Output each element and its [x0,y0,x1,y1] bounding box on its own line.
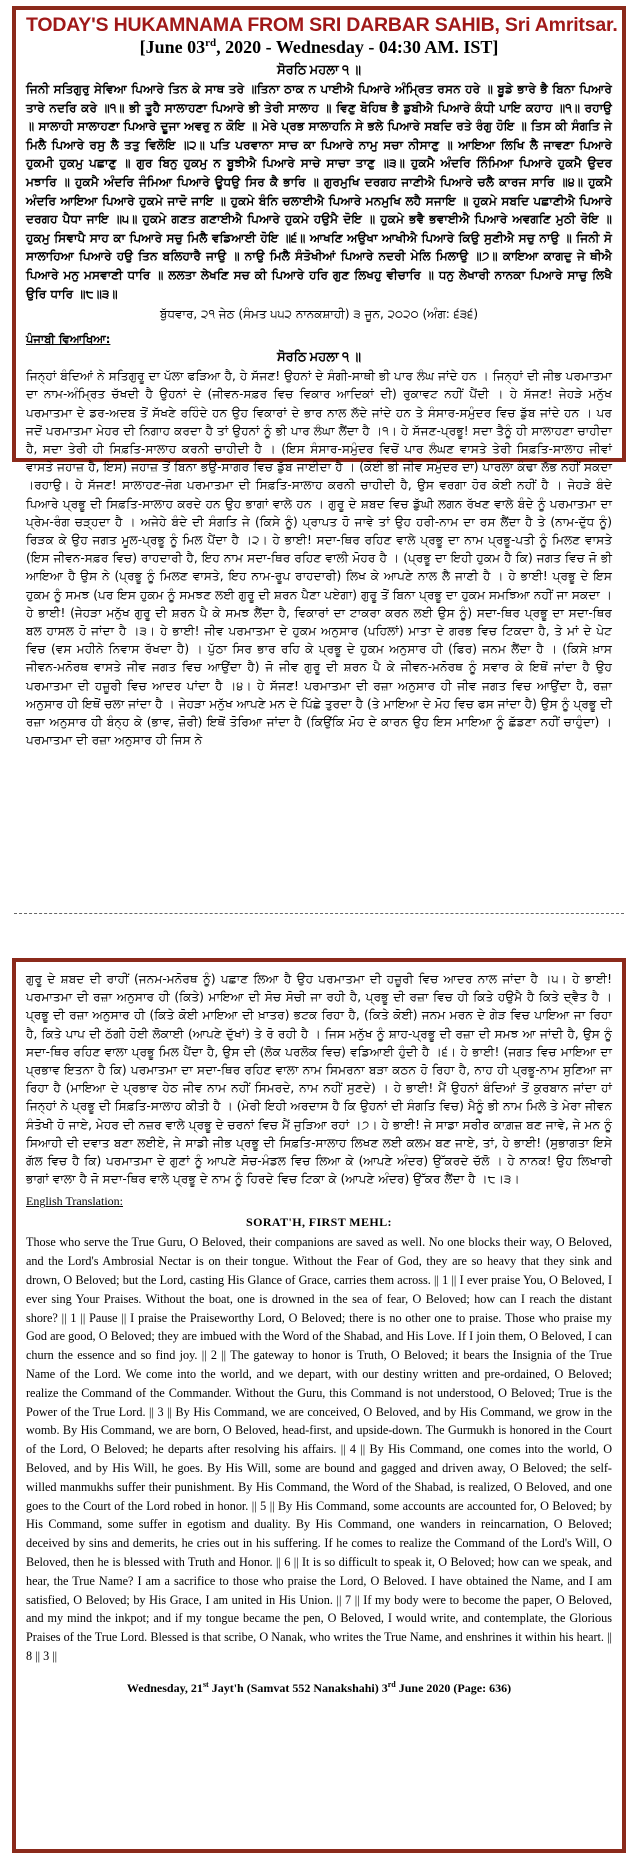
footer-page: June 2020 (Page: 636) [395,1680,512,1695]
shabad-text: ਜਿਨੀ ਸਤਿਗੁਰੁ ਸੇਵਿਆ ਪਿਆਰੇ ਤਿਨ ਕੇ ਸਾਥ ਤਰੇ ॥ਤਿਨਾ ਠਾਕ ਨ ਪਾਈਐ ਪਿਆਰੇ ਅੰਮ੍ਰਿਤ ਰਸਨ ਹਰੇ ॥ ਬੂਡੇ ਭਾਰੇ ਭੈ ਬਿਨਾ ਪਿਆਰੇ ਤਾਰੇ ਨਦਰਿ ਕਰੇ ॥੧॥ ਭੀ ਤੂਹੈ ਸਾਲਾਹਣਾ ਪਿਆਰੇ ਭੀ ਤੇਰੀ ਸਾਲਾਹ ॥ ਵਿਣੁ ਬੋਹਿਥ ਭੈ ਡੁਬੀਐ ਪਿਆਰੇ ਕੰਧੀ ਪਾਇ ਕਹਾਹ ॥੧॥ ਰਹਾਉ ॥ ਸਾਲਾਹੀ ਸਾਲਾਹਣਾ ਪਿਆਰੇ ਦੂਜਾ ਅਵਰੁ ਨ ਕੋਇ ॥ ਮੇਰੇ ਪ੍ਰਭ ਸਾਲਾਹਨਿ ਸੇ ਭਲੇ ਪਿਆਰੇ ਸਬਦਿ ਰਤੇ ਰੰਗੁ ਹੋਇ ॥ ਤਿਸ ਕੀ ਸੰਗਤਿ ਜੇ ਮਿਲੈ ਪਿਆਰੇ ਰਸੁ ਲੈ ਤਤੁ ਵਿਲੋਇ ॥੨॥ ਪਤਿ ਪਰਵਾਨਾ ਸਾਚ ਕਾ ਪਿਆਰੇ ਨਾਮੁ ਸਚਾ ਨੀਸਾਣੁ ॥ ਆਇਆ ਲਿਖਿ ਲੈ ਜਾਵਣਾ ਪਿਆਰੇ ਹੁਕਮੀ ਹੁਕਮੁ ਪਛਾਣੁ ॥ ਗੁਰ ਬਿਨੁ ਹੁਕਮੁ ਨ ਬੂਝੀਐ ਪਿਆਰੇ ਸਾਚੇ ਸਾਚਾ ਤਾਣੁ ॥੩॥ ਹੁਕਮੈ ਅੰਦਰਿ ਨਿੰਮਿਆ ਪਿਆਰੇ ਹੁਕਮੈ ਉਦਰ ਮਝਾਰਿ ॥ ਹੁਕਮੈ ਅੰਦਰਿ ਜੰਮਿਆ ਪਿਆਰੇ ਊਧਉ ਸਿਰ ਕੈ ਭਾਰਿ ॥ ਗੁਰਮੁਖਿ ਦਰਗਹ ਜਾਣੀਐ ਪਿਆਰੇ ਚਲੈ ਕਾਰਜ ਸਾਰਿ ॥੪॥ ਹੁਕਮੈ ਅੰਦਰਿ ਆਇਆ ਪਿਆਰੇ ਹੁਕਮੇ ਜਾਦੋ ਜਾਇ ॥ ਹੁਕਮੇ ਬੰਨਿ ਚਲਾਈਐ ਪਿਆਰੇ ਮਨਮੁਖਿ ਲਹੈ ਸਜਾਇ ॥ ਹੁਕਮੇ ਸਬਦਿ ਪਛਾਣੀਐ ਪਿਆਰੇ ਦਰਗਹ ਪੈਧਾ ਜਾਇ ॥੫॥ ਹੁਕਮੇ ਗਣਤ ਗਣਾਈਐ ਪਿਆਰੇ ਹੁਕਮੇ ਹਉਮੈ ਦੋਇ ॥ ਹੁਕਮੇ ਭਵੈ ਭਵਾਈਐ ਪਿਆਰੇ ਅਵਗਣਿ ਮੁਠੀ ਰੋਇ ॥ ਹੁਕਮੁ ਸਿਞਾਪੈ ਸਾਹ ਕਾ ਪਿਆਰੇ ਸਚੁ ਮਿਲੈ ਵਡਿਆਈ ਹੋਇ ॥੬॥ ਆਖਣਿ ਅਉਖਾ ਆਖੀਐ ਪਿਆਰੇ ਕਿਉ ਸੁਣੀਐ ਸਚੁ ਨਾਉ ॥ ਜਿਨੀ ਸੋ ਸਾਲਾਹਿਆ ਪਿਆਰੇ ਹਉ ਤਿਨ ਬਲਿਹਾਰੈ ਜਾਉ ॥ ਨਾਉ ਮਿਲੈ ਸੰਤੋਖੀਆਂ ਪਿਆਰੇ ਨਦਰੀ ਮੇਲਿ ਮਿਲਾਉ ॥੭॥ ਕਾਇਆ ਕਾਗਦੁ ਜੇ ਥੀਐ ਪਿਆਰੇ ਮਨੁ ਮਸਵਾਣੀ ਧਾਰਿ ॥ ਲਲਤਾ ਲੇਖਣਿ ਸਚ ਕੀ ਪਿਆਰੇ ਹਰਿ ਗੁਣ ਲਿਖਹੁ ਵੀਚਾਰਿ ॥ ਧਨੁ ਲੇਖਾਰੀ ਨਾਨਕਾ ਪਿਆਰੇ ਸਾਚੁ ਲਿਖੈ ਉਰਿ ਧਾਰਿ ॥੮॥੩॥ [26,82,612,301]
footer-sup-st: st [202,1679,209,1689]
nanakshahi-date-line: ਬੁੱਧਵਾਰ, ੨੧ ਜੇਠ (ਸੰਮਤ ੫੫੨ ਨਾਨਕਸ਼ਾਹੀ) ੩ ਜੂਨ, ੨੦੨੦ (ਅੰਗ: ੬੩੬) [159,307,479,322]
date-header-suffix: rd [205,37,217,49]
punjabi-vyakhya-label: ਪੰਜਾਬੀ ਵਿਆਖਿਆ: [26,332,111,347]
english-heading: SORAT'H, FIRST MEHL: [246,1215,392,1230]
hukamnama-panel-bottom [12,958,626,1853]
footer-date [26,1680,612,1696]
punjabi-explanation-part1: ਜਿਨ੍ਹਾਂ ਬੰਦਿਆਂ ਨੇ ਸਤਿਗੁਰੂ ਦਾ ਪੱਲਾ ਫੜਿਆ ਹੈ, ਹੇ ਸੱਜਣ! ਉਹਨਾਂ ਦੇ ਸੰਗੀ-ਸਾਥੀ ਭੀ ਪਾਰ ਲੰਘ ਜਾਂਦੇ ਹਨ । ਜਿਨ੍ਹਾਂ ਦੀ ਜੀਭ ਪਰਮਾਤਮਾ ਦਾ ਨਾਮ-ਅੰਮ੍ਰਿਤ ਚੱਖਦੀ ਹੈ ਉਹਨਾਂ ਦੇ (ਜੀਵਨ-ਸਫ਼ਰ ਵਿਚ ਵਿਕਾਰ ਆਦਿਕਾਂ ਦੀ) ਰੁਕਾਵਟ ਨਹੀਂ ਪੈਂਦੀ । ਹੇ ਸੱਜਣ! ਜੇਹੜੇ ਮਨੁੱਖ ਪਰਮਾਤਮਾ ਦੇ ਡਰ-ਅਦਬ ਤੋਂ ਸੱਖਣੇ ਰਹਿੰਦੇ ਹਨ ਉਹ ਵਿਕਾਰਾਂ ਦੇ ਭਾਰ ਨਾਲ ਲੱਦੇ ਜਾਂਦੇ ਹਨ ਤੇ ਸੰਸਾਰ-ਸਮੁੰਦਰ ਵਿਚ ਡੁੱਬ ਜਾਂਦੇ ਹਨ । ਪਰ ਜਦੋਂ ਪਰਮਾਤਮਾ ਮੇਹਰ ਦੀ ਨਿਗਾਹ ਕਰਦਾ ਹੈ ਤਾਂ ਉਹਨਾਂ ਨੂੰ ਭੀ ਪਾਰ ਲੰਘਾ ਲੈਂਦਾ ਹੈ ।੧। ਹੇ ਸੱਜਣ-ਪ੍ਰਭੂ! ਸਦਾ ਤੈਨੂੰ ਹੀ ਸਾਲਾਹਣਾ ਚਾਹੀਦਾ ਹੈ, ਸਦਾ ਤੇਰੀ ਹੀ ਸਿਫ਼ਤਿ-ਸਾਲਾਹ ਕਰਨੀ ਚਾਹੀਦੀ ਹੈ । (ਇਸ ਸੰਸਾਰ-ਸਮੁੰਦਰ ਵਿਚੋਂ ਪਾਰ ਲੰਘਣ ਵਾਸਤੇ ਤੇਰੀ ਸਿਫ਼ਤਿ-ਸਾਲਾਹ ਜੀਵਾਂ ਵਾਸਤੇ ਜਹਾਜ਼ ਹੈ, ਇਸ) ਜਹਾਜ਼ ਤੋਂ ਬਿਨਾ ਭਉ-ਸਾਗਰ ਵਿਚ ਡੁੱਬ ਜਾਈਦਾ ਹੈ । (ਕੋਈ ਭੀ ਜੀਵ ਸਮੁੰਦਰ ਦਾ) ਪਾਰਲਾ ਕੰਢਾ ਲੱਭ ਨਹੀਂ ਸਕਦਾ ।ਰਹਾਉ। ਹੇ ਸੱਜਣ! ਸਾਲਾਹਣ-ਜੋਗ ਪਰਮਾਤਮਾ ਦੀ ਸਿਫ਼ਤਿ-ਸਾਲਾਹ ਕਰਨੀ ਚਾਹੀਦੀ ਹੈ, ਉਸ ਵਰਗਾ ਹੋਰ ਕੋਈ ਨਹੀਂ ਹੈ । ਜੇਹੜੇ ਬੰਦੇ ਪਿਆਰੇ ਪ੍ਰਭੂ ਦੀ ਸਿਫ਼ਤਿ-ਸਾਲਾਹ ਕਰਦੇ ਹਨ ਉਹ ਭਾਗਾਂ ਵਾਲੇ ਹਨ । ਗੁਰੂ ਦੇ ਸ਼ਬਦ ਵਿਚ ਡੁੱਘੀ ਲਗਨ ਰੱਖਣ ਵਾਲੇ ਬੰਦੇ ਨੂੰ ਪਰਮਾਤਮਾ ਦਾ ਪ੍ਰੇਮ-ਰੰਗ ਚੜ੍ਹਦਾ ਹੈ । ਅਜੇਹੇ ਬੰਦੇ ਦੀ ਸੰਗਤਿ ਜੇ (ਕਿਸੇ ਨੂੰ) ਪ੍ਰਾਪਤ ਹੋ ਜਾਵੇ ਤਾਂ ਉਹ ਹਰੀ-ਨਾਮ ਦਾ ਰਸ ਲੈਂਦਾ ਹੈ ਤੇ (ਨਾਮ-ਦੁੱਧ ਨੂੰ) ਰਿੜਕ ਕੇ ਉਹ ਜਗਤ ਮੂਲ-ਪ੍ਰਭੂ ਨੂੰ ਮਿਲ ਪੈਂਦਾ ਹੈ ।੨। ਹੇ ਭਾਈ! ਸਦਾ-ਥਿਰ ਰਹਿਣ ਵਾਲੇ ਪ੍ਰਭੂ ਦਾ ਨਾਮ ਪ੍ਰਭੂ-ਪਤੀ ਨੂੰ ਮਿਲਣ ਵਾਸਤੇ (ਇਸ ਜੀਵਨ-ਸਫ਼ਰ ਵਿਚ) ਰਾਹਦਾਰੀ ਹੈ, ਇਹ ਨਾਮ ਸਦਾ-ਥਿਰ ਰਹਿਣ ਵਾਲੀ ਮੋਹਰ ਹੈ । (ਪ੍ਰਭੂ ਦਾ ਇਹੀ ਹੁਕਮ ਹੈ ਕਿ) ਜਗਤ ਵਿਚ ਜੋ ਭੀ ਆਇਆ ਹੈ ਉਸ ਨੇ (ਪ੍ਰਭੂ ਨੂੰ ਮਿਲਣ ਵਾਸਤੇ, ਇਹ ਨਾਮ-ਰੂਪ ਰਾਹਦਾਰੀ) ਲਿਖ ਕੇ ਆਪਣੇ ਨਾਲ ਲੈ ਜਾਣੀ ਹੈ । ਹੇ ਭਾਈ! ਪ੍ਰਭੂ ਦੇ ਇਸ ਹੁਕਮ ਨੂੰ ਸਮਝ (ਪਰ ਇਸ ਹੁਕਮ ਨੂੰ ਸਮਝਣ ਲਈ ਗੁਰੂ ਦੀ ਸ਼ਰਨ ਪੈਣਾ ਪਏਗਾ) ਗੁਰੂ ਤੋਂ ਬਿਨਾ ਪ੍ਰਭੂ ਦਾ ਹੁਕਮ ਸਮਝਿਆ ਨਹੀਂ ਜਾ ਸਕਦਾ । ਹੇ ਭਾਈ! (ਜੇਹੜਾ ਮਨੁੱਖ ਗੁਰੂ ਦੀ ਸ਼ਰਨ ਪੈ ਕੇ ਸਮਝ ਲੈਂਦਾ ਹੈ, ਵਿਕਾਰਾਂ ਦਾ ਟਾਕਰਾ ਕਰਨ ਲਈ ਉਸ ਨੂੰ) ਸਦਾ-ਥਿਰ ਪ੍ਰਭੂ ਦਾ ਸਦਾ-ਥਿਰ ਬਲ ਹਾਸਲ ਹੋ ਜਾਂਦਾ ਹੈ ।੩। ਹੇ ਭਾਈ! ਜੀਵ ਪਰਮਾਤਮਾ ਦੇ ਹੁਕਮ ਅਨੁਸਾਰ (ਪਹਿਲਾਂ) ਮਾਤਾ ਦੇ ਗਰਭ ਵਿਚ ਟਿਕਦਾ ਹੈ, ਤੇ ਮਾਂ ਦੇ ਪੇਟ ਵਿਚ (ਵਸ ਮਹੀਨੇ ਨਿਵਾਸ ਰੱਖਦਾ ਹੈ) । ਪੁੱਠਾ ਸਿਰ ਭਾਰ ਰਹਿ ਕੇ ਪ੍ਰਭੂ ਦੇ ਹੁਕਮ ਅਨੁਸਾਰ ਹੀ (ਫਿਰ) ਜਨਮ ਲੈਂਦਾ ਹੈ । (ਕਿਸੇ ਖ਼ਾਸ ਜੀਵਨ-ਮਨੋਰਥ ਵਾਸਤੇ ਜੀਵ ਜਗਤ ਵਿਚ ਆਉਂਦਾ ਹੈ) ਜੋ ਜੀਵ ਗੁਰੂ ਦੀ ਸ਼ਰਨ ਪੈ ਕੇ ਜੀਵਨ-ਮਨੋਰਥ ਨੂੰ ਸਵਾਰ ਕੇ ਇਥੋਂ ਜਾਂਦਾ ਹੈ ਉਹ ਪਰਮਾਤਮਾ ਦੀ ਹਜ਼ੂਰੀ ਵਿਚ ਆਦਰ ਪਾਂਦਾ ਹੈ ।੪। ਹੇ ਸੱਜਣ! ਪਰਮਾਤਮਾ ਦੀ ਰਜ਼ਾ ਅਨੁਸਾਰ ਹੀ ਜੀਵ ਜਗਤ ਵਿਚ ਆਉਂਦਾ ਹੈ, ਰਜ਼ਾ ਅਨੁਸਾਰ ਹੀ ਇਥੋਂ ਚਲਾ ਜਾਂਦਾ ਹੈ । ਜੇਹੜਾ ਮਨੁੱਖ ਆਪਣੇ ਮਨ ਦੇ ਪਿੱਛੇ ਤੁਰਦਾ ਹੈ (ਤੇ ਮਾਇਆ ਦੇ ਮੋਹ ਵਿਚ ਫਸ ਜਾਂਦਾ ਹੈ) ਉਸ ਨੂੰ ਪ੍ਰਭੂ ਦੀ ਰਜ਼ਾ ਅਨੁਸਾਰ ਹੀ ਬੰਨ੍ਹ ਕੇ (ਭਾਵ, ਜ਼ੋਰੀ) ਇਥੋਂ ਤੋਰਿਆ ਜਾਂਦਾ ਹੈ (ਕਿਉਂਕਿ ਮੋਹ ਦੇ ਕਾਰਨ ਉਹ ਇਸ ਮਾਇਆ ਨੂੰ ਛੱਡਣਾ ਨਹੀਂ ਚਾਹੁੰਦਾ) । ਪਰਮਾਤਮਾ ਦੀ ਰਜ਼ਾ ਅਨੁਸਾਰ ਹੀ ਜਿਸ ਨੇ [26,369,612,748]
date-header [26,37,612,58]
english-translation-label: English Translation: [26,1194,124,1209]
section-divider [14,913,624,914]
date-header-open: [June 03 [139,37,206,57]
hukamnama-panel-top [12,6,626,748]
punjabi-explanation-part2: ਗੁਰੂ ਦੇ ਸ਼ਬਦ ਦੀ ਰਾਹੀਂ (ਜਨਮ-ਮਨੋਰਥ ਨੂੰ) ਪਛਾਣ ਲਿਆ ਹੈ ਉਹ ਪਰਮਾਤਮਾ ਦੀ ਹਜ਼ੂਰੀ ਵਿਚ ਆਦਰ ਨਾਲ ਜਾਂਦਾ ਹੈ ।੫। ਹੇ ਭਾਈ! ਪਰਮਾਤਮਾ ਦੀ ਰਜ਼ਾ ਅਨੁਸਾਰ ਹੀ (ਕਿਤੇ) ਮਾਇਆ ਦੀ ਸੋਚ ਸੋਚੀ ਜਾ ਰਹੀ ਹੈ, ਪ੍ਰਭੂ ਦੀ ਰਜ਼ਾ ਵਿਚ ਹੀ ਕਿਤੇ ਹਉਮੈ ਹੈ ਕਿਤੇ ਦ੍ਵੈਤ ਹੈ । ਪ੍ਰਭੂ ਦੀ ਰਜ਼ਾ ਅਨੁਸਾਰ ਹੀ (ਕਿਤੇ ਕੋਈ ਮਾਇਆ ਦੀ ਖ਼ਾਤਰ) ਭਟਕ ਰਿਹਾ ਹੈ, (ਕਿਤੇ ਕੋਈ) ਜਨਮ ਮਰਨ ਦੇ ਗੇੜ ਵਿਚ ਪਾਇਆ ਜਾ ਰਿਹਾ ਹੈ, ਕਿਤੇ ਪਾਪ ਦੀ ਠੱਗੀ ਹੋਈ ਲੋਕਾਈ (ਆਪਣੇ ਦੁੱਖਾਂ) ਤੇ ਰੋ ਰਹੀ ਹੈ । ਜਿਸ ਮਨੁੱਖ ਨੂੰ ਸ਼ਾਹ-ਪ੍ਰਭੂ ਦੀ ਰਜ਼ਾ ਦੀ ਸਮਝ ਆ ਜਾਂਦੀ ਹੈ, ਉਸ ਨੂੰ ਸਦਾ-ਥਿਰ ਰਹਿਣ ਵਾਲਾ ਪ੍ਰਭੂ ਮਿਲ ਪੈਂਦਾ ਹੈ, ਉਸ ਦੀ (ਲੋਕ ਪਰਲੋਕ ਵਿਚ) ਵਡਿਆਈ ਹੁੰਦੀ ਹੈ ।੬। ਹੇ ਭਾਈ! (ਜਗਤ ਵਿਚ ਮਾਇਆ ਦਾ ਪ੍ਰਭਾਵ ਇਤਨਾ ਹੈ ਕਿ) ਪਰਮਾਤਮਾ ਦਾ ਸਦਾ-ਥਿਰ ਰਹਿਣ ਵਾਲਾ ਨਾਮ ਸਿਮਰਨਾ ਬੜਾ ਕਠਨ ਹੋ ਰਿਹਾ ਹੈ, ਨਾਹ ਹੀ ਪ੍ਰਭੂ-ਨਾਮ ਸੁਣਿਆ ਜਾ ਰਿਹਾ ਹੈ (ਮਾਇਆ ਦੇ ਪ੍ਰਭਾਵ ਹੇਠ ਜੀਵ ਨਾਮ ਨਹੀਂ ਸਿਮਰਦੇ, ਨਾਮ ਨਹੀਂ ਸੁਣਦੇ) । ਹੇ ਭਾਈ! ਮੈਂ ਉਹਨਾਂ ਬੰਦਿਆਂ ਤੋਂ ਕੁਰਬਾਨ ਜਾਂਦਾ ਹਾਂ ਜਿਨ੍ਹਾਂ ਨੇ ਪ੍ਰਭੂ ਦੀ ਸਿਫ਼ਤਿ-ਸਾਲਾਹ ਕੀਤੀ ਹੈ । (ਮੇਰੀ ਇਹੀ ਅਰਦਾਸ ਹੈ ਕਿ ਉਹਨਾਂ ਦੀ ਸੰਗਤਿ ਵਿਚ) ਮੈਨੂੰ ਭੀ ਨਾਮ ਮਿਲੇ ਤੇ ਮੇਰਾ ਜੀਵਨ ਸੰਤੋਖੀ ਹੋ ਜਾਏ, ਮੇਹਰ ਦੀ ਨਜ਼ਰ ਵਾਲੇ ਪ੍ਰਭੂ ਦੇ ਚਰਨਾਂ ਵਿਚ ਮੈਂ ਜੁੜਿਆ ਰਹਾਂ ।੭। ਹੇ ਭਾਈ! ਜੇ ਸਾਡਾ ਸਰੀਰ ਕਾਗ਼ਜ਼ ਬਣ ਜਾਵੇ, ਜੇ ਮਨ ਨੂੰ ਸਿਆਹੀ ਦੀ ਦਵਾਤ ਬਣਾ ਲਈਏ, ਜੇ ਸਾਡੀ ਜੀਭ ਪ੍ਰਭੂ ਦੀ ਸਿਫ਼ਤਿ-ਸਾਲਾਹ ਲਿਖਣ ਲਈ ਕਲਮ ਬਣ ਜਾਏ, ਤਾਂ, ਹੇ ਭਾਈ! (ਸੁਭਾਗਤਾ ਇਸੇ ਗੱਲ ਵਿਚ ਹੈ ਕਿ) ਪਰਮਾਤਮਾ ਦੇ ਗੁਣਾਂ ਨੂੰ ਆਪਣੇ ਸੋਚ-ਮੰਡਲ ਵਿਚ ਲਿਆ ਕੇ (ਆਪਣੇ ਅੰਦਰ) ਉੱਕਰਦੇ ਚੱਲੋ । ਹੇ ਨਾਨਕ! ਉਹ ਲਿਖਾਰੀ ਭਾਗਾਂ ਵਾਲਾ ਹੈ ਜੋ ਸਦਾ-ਥਿਰ ਵਾਲੇ ਪ੍ਰਭੂ ਦੇ ਨਾਮ ਨੂੰ ਹਿਰਦੇ ਵਿਚ ਟਿਕਾ ਕੇ (ਆਪਣੇ ਅੰਦਰ) ਉੱਕਰ ਲੈਂਦਾ ਹੈ ।੮।੩। [26,972,612,1187]
english-translation-text: Those who serve the True Guru, O Beloved, their companions are saved as well. No one blocks their way, O Beloved, and the Lord's Ambrosial Nectar is on their tongue. Without the Fear of God, they are so heavy that they sink and drown, O Beloved; but the Lord, casting His Glance of Grace, carries them across. || 1 || I ever praise You, O Beloved, I ever sing Your Praises. Without the boat, one is drowned in the sea of fear, O Beloved; how can I reach the distant shore? || 1 || Pause || I praise the Praiseworthy Lord, O Beloved; there is no other one to praise. Those who praise my God are good, O Beloved; they are imbued with the Word of the Shabad, and His Love. If I join them, O Beloved, I can churn the essence and so find joy. || 2 || The gateway to honor is Truth, O Beloved; it bears the Insignia of the True Name of the Lord. We come into the world, and we depart, with our destiny written and pre-ordained, O Beloved; realize the Command of the Commander. Without the Guru, this Command is not understood, O Beloved; True is the Power of the True Lord. || 3 || By His Command, we are conceived, O Beloved, and by His Command, we grow in the womb. By His Command, we are born, O Beloved, head-first, and upside-down. The Gurmukh is honored in the Court of the Lord, O Beloved; he departs after resolving his affairs. || 4 || By His Command, one comes into the world, O Beloved, and by His Will, he goes. By His Will, some are bound and gagged and driven away, O Beloved; the self-willed manmukhs suffer their punishment. By His Command, the Word of the Shabad, is realized, O Beloved, and one goes to the Court of the Lord robed in honor. || 5 || By His Command, some accounts are accounted for, O Beloved; by His Command, some suffer in egotism and duality. By His Command, one wanders in reincarnation, O Beloved; deceived by sins and demerits, he cries out in his suffering. If he comes to realize the Command of the Lord's Will, O Beloved, then he is blessed with Truth and Honor. || 6 || It is so difficult to speak it, O Beloved; how can we speak, and hear, the True Name? I am a sacrifice to those who praise the Lord, O Beloved. I have obtained the Name, and I am satisfied, O Beloved; by His Grace, I am united in His Union. || 7 || If my body were to become the paper, O Beloved, and my mind the inkpot; and if my tongue became the pen, O Beloved, I would write, and contemplate, the Glorious Praises of the True Lord. Blessed is that scribe, O Nanak, who writes the True Name, and enshrines it within his heart. || 8 || 3 || [26,1235,612,1663]
date-header-rest: , 2020 - Wednesday - 04:30 AM. IST] [216,37,499,57]
footer-samvat: Jayt'h (Samvat 552 Nanakshahi) 3 [208,1680,388,1695]
punjabi-heading: ਸੋਰਠਿ ਮਹਲਾ ੧ ॥ [276,349,362,365]
footer-sup-rd: rd [387,1679,396,1689]
shabad-heading: ਸੋਰਠਿ ਮਹਲਾ ੧ ॥ [276,62,362,77]
page-title: TODAY'S HUKAMNAMA FROM SRI DARBAR SAHIB, Sri Amritsar. [26,14,618,36]
footer-weekday: Wednesday, 21 [126,1680,203,1695]
